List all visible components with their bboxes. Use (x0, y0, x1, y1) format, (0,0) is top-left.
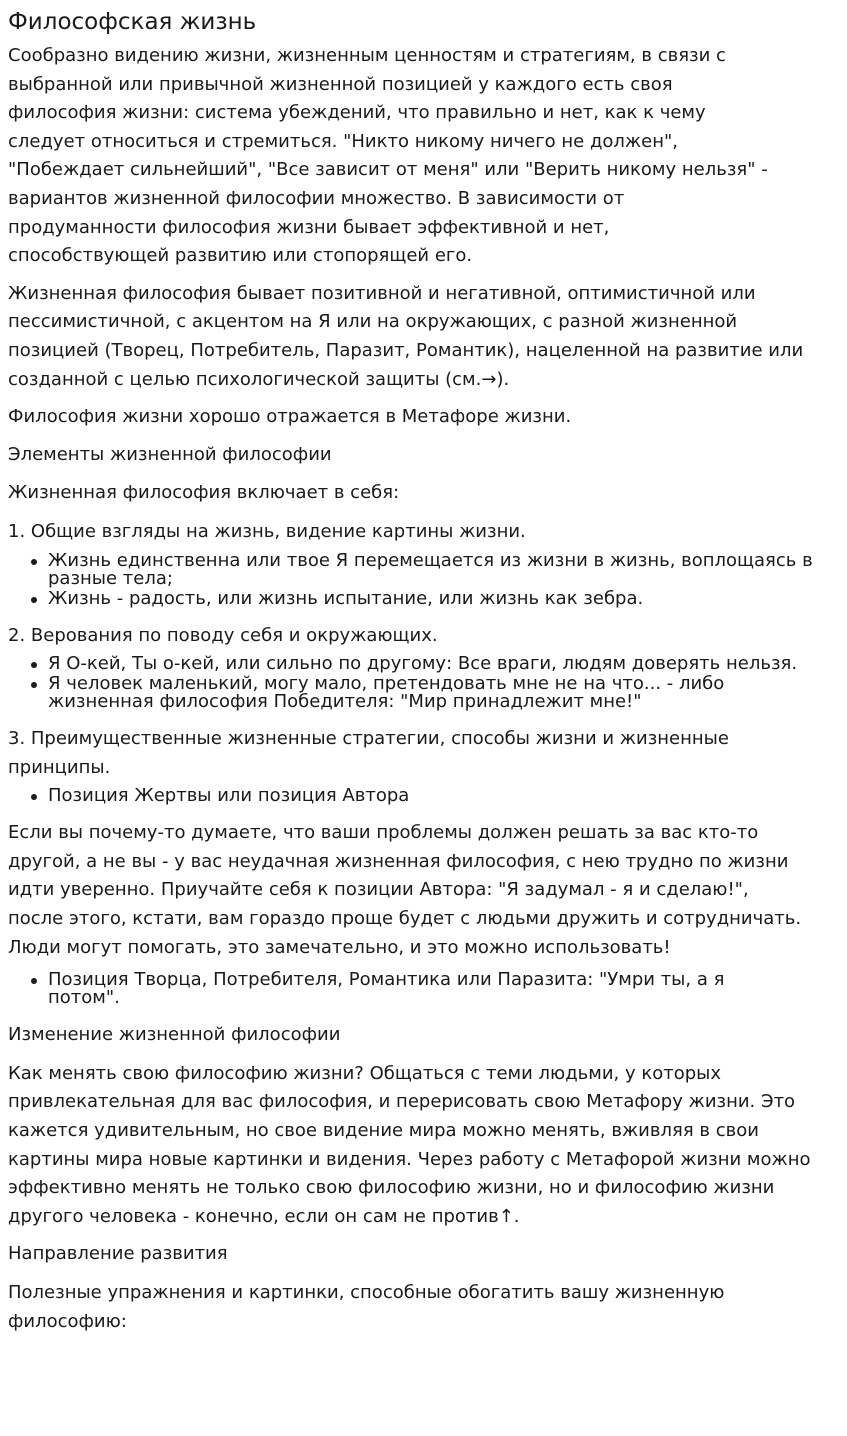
list-item: Я человек маленький, могу мало, претендовать мне не на что... - либо жизненная философия Победителя: "Мир принадлежит мне!" (48, 675, 728, 711)
list-item: Позиция Творца, Потребителя, Романтика или Паразита: "Умри ты, а я потом". (48, 971, 788, 1007)
list-item: Жизнь единственна или твое Я перемещается из жизни в жизнь, воплощаясь в разные тела; (48, 552, 847, 588)
item-3-list-2 (8, 971, 788, 1007)
intro-paragraph-3: Философия жизни хорошо отражается в Метафоре жизни. (8, 406, 572, 428)
list-item: Я О-кей, Ты о-кей, или сильно по другому: Все враги, людям доверять нельзя. (48, 655, 847, 673)
elements-intro: Жизненная философия включает в себя: (8, 482, 400, 504)
direction-paragraph: Полезные упражнения и картинки, способные обогатить вашу жизненную философию: (8, 1282, 725, 1332)
item-1-list (8, 549, 847, 609)
item-2-list (8, 655, 847, 711)
item-3-text: Если вы почему-то думаете, что ваши проблемы должен решать за вас кто-то другой, а не вы - у вас неудачная жизненная философия, с нею трудно по жизни идти уверенно. Приучайте себя к позиции Автора: "Я задумал - я и сделаю!", после этого, кстати, вам гораздо проще будет с людьми дружить и сотрудничать. Люди могут помогать, это замечательно, и это можно использовать! (8, 822, 802, 958)
change-paragraph: Как менять свою философию жизни? Общаться с теми людьми, у которых привлекательная для вас философия, и перерисовать свою Метафору жизни. Это кажется удивительным, но свое видение мира можно менять, вживляя в свои картины мира новые картинки и видения. Через работу с Метафорой жизни можно эффективно менять не только свою философию жизни, но и философию жизни другого человека - конечно, если он сам не против↑. (8, 1062, 811, 1227)
section-heading-direction: Направление развития (8, 1243, 228, 1265)
item-3-title: 3. Преимущественные жизненные стратегии, способы жизни и жизненные принципы. (8, 728, 729, 778)
item-3-list (8, 787, 839, 805)
list-item: Жизнь - радость, или жизнь испытание, или жизнь как зебра. (48, 590, 847, 608)
page-title: Философская жизнь (8, 9, 257, 35)
item-1-title: 1. Общие взгляды на жизнь, видение картины жизни. (8, 520, 526, 542)
item-2-title: 2. Верования по поводу себя и окружающих. (8, 624, 438, 646)
list-item: Позиция Жертвы или позиция Автора (48, 787, 839, 805)
intro-paragraph-2: Жизненная философия бывает позитивной и негативной, оптимистичной или пессимистичной, с акцентом на Я или на окружающих, с разной жизненной позицией (Творец, Потребитель, Паразит, Романтик), нацеленной на развитие или созданной с целью психологической защиты (см.→). (8, 282, 804, 390)
section-heading-elements: Элементы жизненной философии (8, 443, 332, 465)
section-heading-change: Изменение жизненной философии (8, 1024, 341, 1046)
intro-paragraph-1: Сообразно видению жизни, жизненным ценностям и стратегиям, в связи с выбранной или привычной жизненной позицией у каждого есть своя философия жизни: система убеждений, что правильно и нет, как к чему следует относиться и стремиться. "Никто никому ничего не должен", "Побеждает сильнейший", "Все зависит от меня" или "Верить никому нельзя" - вариантов жизненной философии множество. В зависимости от продуманности философия жизни бывает эффективной и нет, способствующей развитию или стопорящей его. (8, 45, 768, 267)
